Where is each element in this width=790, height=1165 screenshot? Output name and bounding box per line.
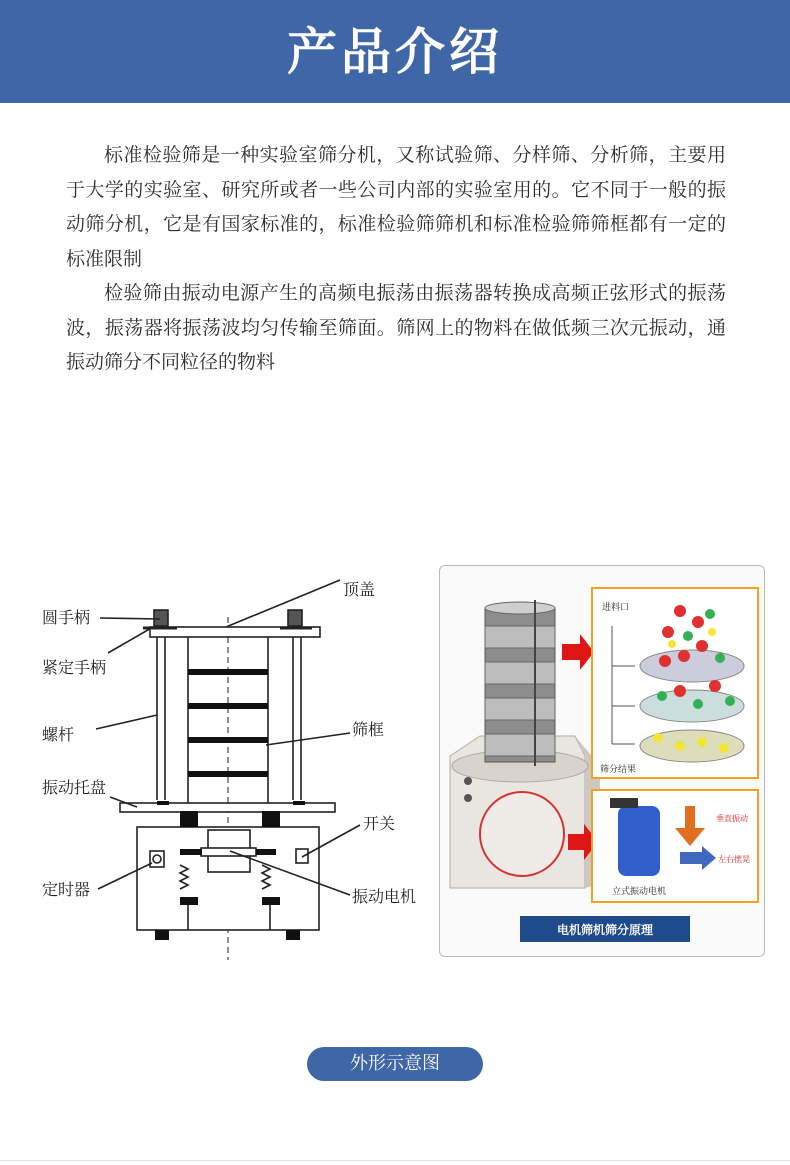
- sieve-result-label: 筛分结果: [600, 765, 637, 775]
- page-title: 产品介绍: [287, 23, 503, 81]
- label-round-handle: 圆手柄: [42, 608, 91, 627]
- label-top-cover: 顶盖: [343, 580, 376, 599]
- page-header: [0, 0, 790, 103]
- section-caption-pill: 外形示意图: [307, 1047, 483, 1081]
- vertical-vibration-label: 垂直振动: [716, 814, 748, 823]
- intro-paragraph-2: 检验筛由振动电源产生的高频电振荡由振荡器转换成高频正弦形式的振荡波，振荡器将振荡波均匀传输至筛面。筛网上的物料在做低频三次元振动，通振动筛分不同粒径的物料: [66, 282, 726, 373]
- intro-text: [66, 138, 726, 380]
- principle-photo: [439, 565, 765, 957]
- structure-diagram: [30, 565, 435, 960]
- label-sieve-frame: 筛框: [352, 720, 385, 739]
- label-timer: 定时器: [42, 880, 91, 899]
- label-tighten-handle: 紧定手柄: [42, 658, 107, 677]
- label-screw-rod: 螺杆: [42, 725, 75, 744]
- label-switch: 开关: [363, 814, 396, 833]
- intro-paragraph-1: 标准检验筛是一种实验室筛分机，又称试验筛、分样筛、分析筛，主要用于大学的实验室、研究所或者一些公司内部的实验室用的。它不同于一般的振动筛分机，它是有国家标准的，标准检验筛筛机和标准检验筛筛框都有一定的标准限制: [66, 144, 726, 270]
- vertical-motor-label: 立式振动电机: [612, 887, 667, 897]
- bottom-divider: [0, 1160, 790, 1161]
- horizontal-swing-label: 左右摆晃: [718, 855, 750, 864]
- principle-caption: 电机筛机筛分原理: [556, 923, 654, 937]
- label-vibration-motor: 振动电机: [352, 887, 417, 906]
- feed-inlet-label: 进料口: [602, 603, 630, 613]
- label-vibration-tray: 振动托盘: [42, 778, 107, 797]
